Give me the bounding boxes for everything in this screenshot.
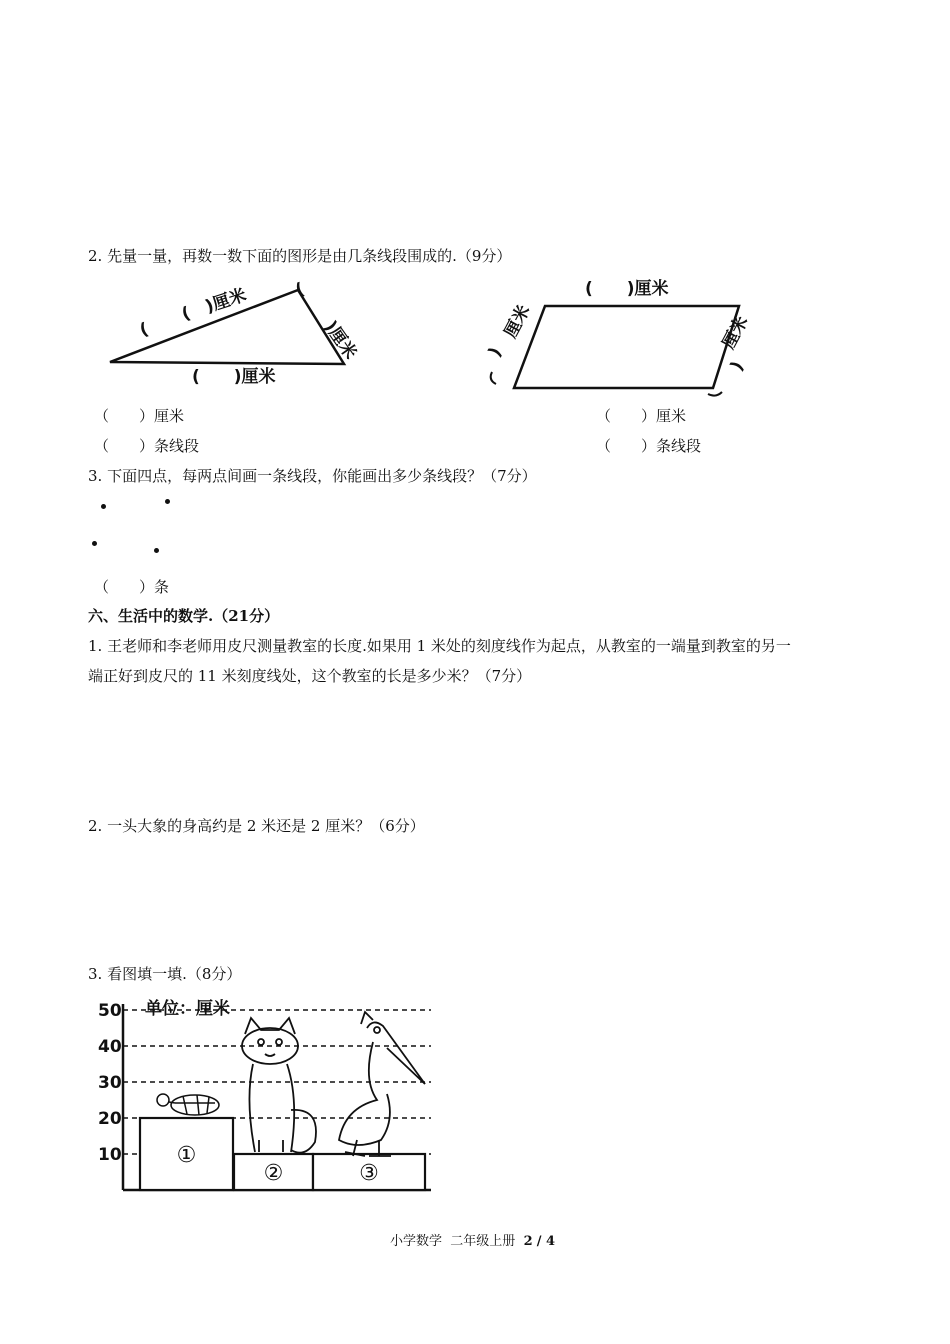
height-chart <box>95 990 440 1195</box>
triangle-bottom-label: ( )厘米 <box>192 367 276 387</box>
s6-q3: 3. 看图填一填.（8分） <box>88 965 242 983</box>
footer-subject: 小学数学 <box>390 1234 443 1249</box>
footer-page: 2 <box>523 1234 533 1249</box>
y-tick-label: 40 <box>98 1037 122 1057</box>
bar-label-1: ① <box>176 1143 197 1168</box>
point-d <box>154 548 159 553</box>
parallelogram-figure <box>484 274 768 399</box>
s6-q1-line1: 1. 王老师和李老师用皮尺测量教室的长度.如果用 1 米处的刻度线作为起点，从教室的一端量到教室的另一 <box>88 637 791 655</box>
s6-q2: 2. 一头大象的身高约是 2 米还是 2 厘米？（6分） <box>88 817 425 835</box>
point-b <box>165 499 170 504</box>
y-tick-label: 50 <box>98 1001 122 1021</box>
y-tick-label: 10 <box>98 1145 122 1165</box>
s6-q1-line2: 端正好到皮尺的 11 米刻度线处，这个教室的长是多少米？（7分） <box>88 667 532 685</box>
y-tick-label: 30 <box>98 1073 122 1093</box>
q2-left-answer-segments: （ ）条线段 <box>94 437 200 455</box>
turtle-illustration <box>157 1094 219 1115</box>
section6-heading: 六、生活中的数学.（21分） <box>88 607 280 625</box>
q2-right-answer-length: （ ）厘米 <box>596 407 687 425</box>
q2-title: 2. 先量一量，再数一数下面的图形是由几条线段围成的.（9分） <box>88 247 512 265</box>
q3-title: 3. 下面四点，每两点间画一条线段，你能画出多少条线段？（7分） <box>88 467 537 485</box>
point-a <box>101 504 106 509</box>
point-c <box>92 541 97 546</box>
bar-label-3: ③ <box>359 1161 379 1186</box>
triangle-right-open: ( <box>292 279 308 301</box>
footer-total: / 4 <box>536 1234 556 1249</box>
para-top-label: ( )厘米 <box>585 279 669 299</box>
chart-unit-label: 单位：厘米 <box>145 999 230 1019</box>
bird-illustration <box>339 1012 425 1156</box>
para-left-paren: ) <box>484 344 507 361</box>
triangle-top-label: ( )厘米 <box>179 285 249 325</box>
chart-bars <box>140 1118 425 1190</box>
chart-ticks <box>98 1001 122 1165</box>
cat-illustration <box>242 1018 316 1153</box>
triangle-top-paren: ( <box>137 319 151 341</box>
bar-label-2: ② <box>263 1161 284 1186</box>
triangle-figure <box>100 278 390 393</box>
para-left-label: 厘米 <box>500 301 535 342</box>
q3-answer: （ ）条 <box>94 578 170 596</box>
y-tick-label: 20 <box>98 1109 122 1129</box>
para-right-label: 厘米 <box>718 312 753 353</box>
q2-right-answer-segments: （ ）条线段 <box>596 437 702 455</box>
para-right-paren: ) <box>726 358 749 375</box>
q2-left-answer-length: （ ）厘米 <box>94 407 185 425</box>
footer-grade: 二年级上册 <box>450 1234 516 1249</box>
triangle-right-label: )厘米 <box>319 317 361 364</box>
